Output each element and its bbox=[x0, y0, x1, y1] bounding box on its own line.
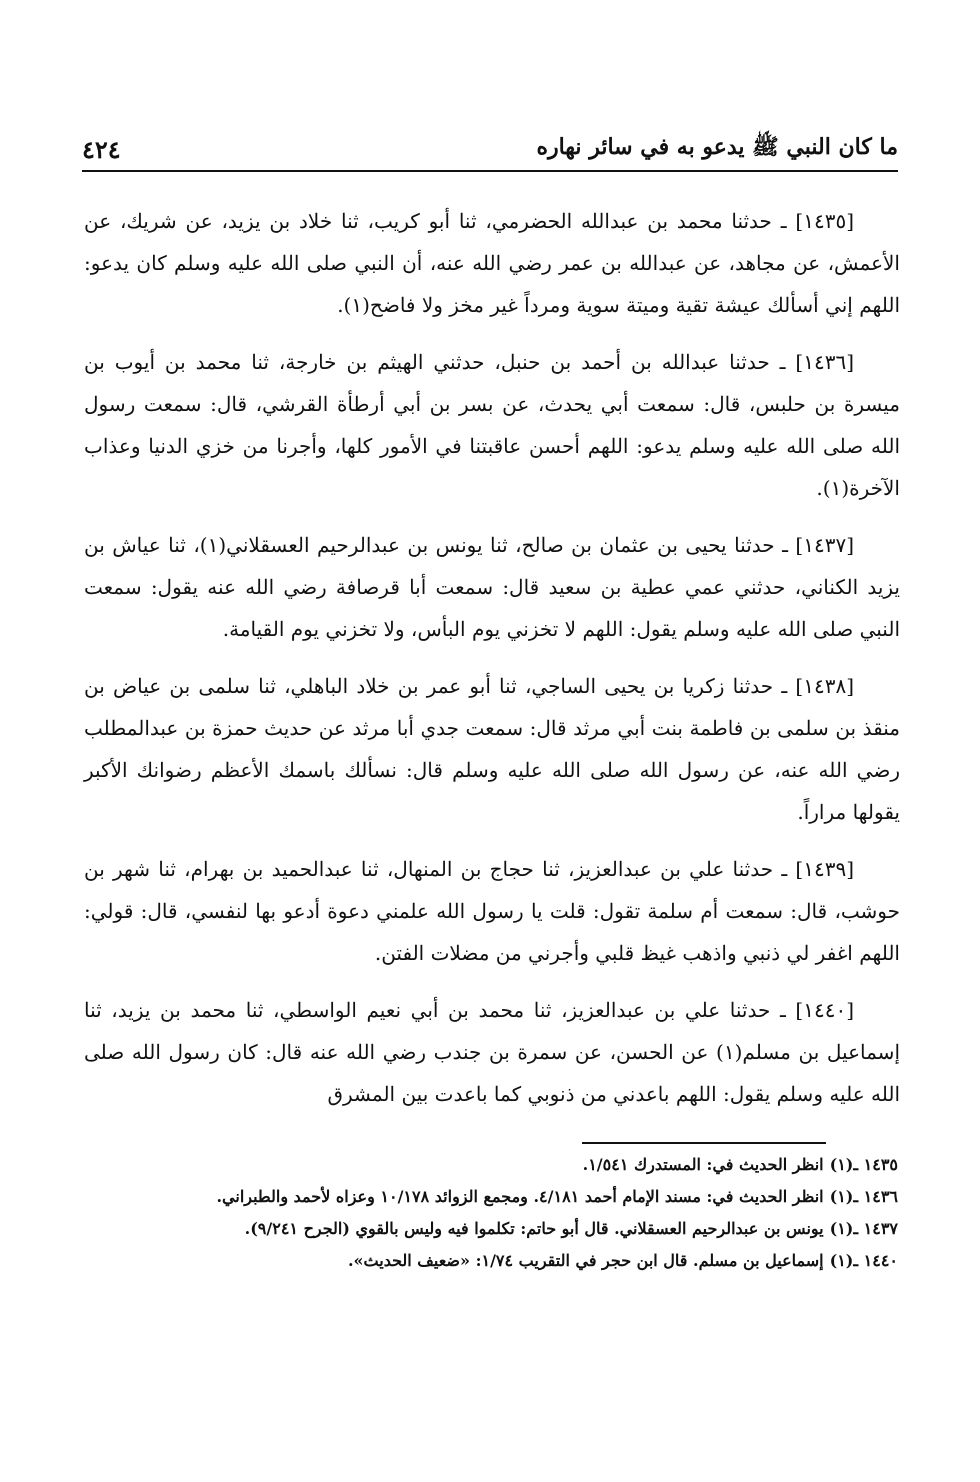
footnote-divider bbox=[582, 1142, 826, 1144]
header-divider bbox=[82, 170, 898, 172]
footnote-1436 bbox=[84, 1182, 898, 1212]
chapter-title: ما كان النبي ﷺ يدعو به في سائر نهاره bbox=[536, 134, 898, 160]
main-text bbox=[84, 200, 900, 1130]
hadith-1439: [١٤٣٩] ـ حدثنا علي بن عبدالعزيز، ثنا حجاج بن المنهال، ثنا عبدالحميد بن بهرام، ثنا شهر بن حوشب، قال: سمعت أم سلمة تقول: قلت يا رسول الله علمني دعوة أدعو بها لنفسي، قال: قولي: اللهم اغفر لي ذنبي واذهب غيظ قلبي وأجرني من مضلات الفتن. bbox=[84, 857, 900, 965]
footnote-1437 bbox=[84, 1214, 898, 1244]
footnote-text: انظر الحديث في: المستدرك ١/٥٤١. bbox=[582, 1155, 824, 1174]
hadith-1437: [١٤٣٧] ـ حدثنا يحيى بن عثمان بن صالح، ثنا يونس بن عبدالرحيم العسقلاني(١)، ثنا عياش بن يزيد الكناني، حدثني عمي عطية بن سعيد قال: سمعت أبا قرصافة رضي الله عنه يقول: سمعت النبي صلى الله عليه وسلم يقول: اللهم لا تخزني يوم البأس، ولا تخزني يوم القيامة. bbox=[84, 533, 900, 641]
footnote-text: انظر الحديث في: مسند الإمام أحمد ٤/١٨١. ومجمع الزوائد ١٠/١٧٨ وعزاه لأحمد والطبراني. bbox=[216, 1187, 824, 1206]
hadith-1438: [١٤٣٨] ـ حدثنا زكريا بن يحيى الساجي، ثنا أبو عمر بن خلاد الباهلي، ثنا سلمى بن عياض بن منقذ بن سلمى بن فاطمة بنت أبي مرثد قال: سمعت جدي أبا مرثد عن حديث حمزة بن عبدالمطلب رضي الله عنه، عن رسول الله صلى الله عليه وسلم قال: نسألك باسمك الأعظم رضوانك الأكبر يقولها مراراً. bbox=[84, 674, 900, 824]
hadith-1440: [١٤٤٠] ـ حدثنا علي بن عبدالعزيز، ثنا محمد بن أبي نعيم الواسطي، ثنا محمد بن يزيد، ثنا إسماعيل بن مسلم(١) عن الحسن، عن سمرة بن جندب رضي الله عنه قال: كان رسول الله صلى الله عليه وسلم يقول: اللهم باعدني من ذنوبي كما باعدت بين المشرق bbox=[84, 998, 900, 1106]
page-number: ٤٢٤ bbox=[82, 134, 121, 164]
footnote-text: يونس بن عبدالرحيم العسقلاني. قال أبو حاتم: تكلموا فيه وليس بالقوي (الجرح ٩/٢٤١). bbox=[244, 1219, 824, 1238]
running-header bbox=[82, 132, 898, 166]
footnote-ref: ١٤٣٥ ـ(١) bbox=[829, 1155, 898, 1174]
footnote-ref: ١٤٣٧ ـ(١) bbox=[829, 1219, 898, 1238]
footnote-ref: ١٤٣٦ ـ(١) bbox=[829, 1187, 898, 1206]
footnotes bbox=[84, 1150, 898, 1278]
footnote-1435 bbox=[84, 1150, 898, 1180]
footnote-ref: ١٤٤٠ ـ(١) bbox=[829, 1251, 898, 1270]
hadith-1436: [١٤٣٦] ـ حدثنا عبدالله بن أحمد بن حنبل، حدثني الهيثم بن خارجة، ثنا محمد بن أيوب بن ميسرة بن حلبس، قال: سمعت أبي يحدث، عن بسر بن أبي أرطأة القرشي، قال: سمعت رسول الله صلى الله عليه وسلم يدعو: اللهم أحسن عاقبتنا في الأمور كلها، وأجرنا من خزي الدنيا وعذاب الآخرة(١). bbox=[84, 350, 900, 500]
footnote-1440 bbox=[84, 1246, 898, 1276]
hadith-1435: [١٤٣٥] ـ حدثنا محمد بن عبدالله الحضرمي، ثنا أبو كريب، ثنا خلاد بن يزيد، عن شريك، عن الأعمش، عن مجاهد، عن عبدالله بن عمر رضي الله عنه، أن النبي صلى الله عليه وسلم كان يدعو: اللهم إني أسألك عيشة تقية وميتة سوية ومرداً غير مخز ولا فاضح(١). bbox=[84, 209, 900, 317]
footnote-text: إسماعيل بن مسلم. قال ابن حجر في التقريب ١/٧٤: «ضعيف الحديث». bbox=[347, 1251, 824, 1270]
